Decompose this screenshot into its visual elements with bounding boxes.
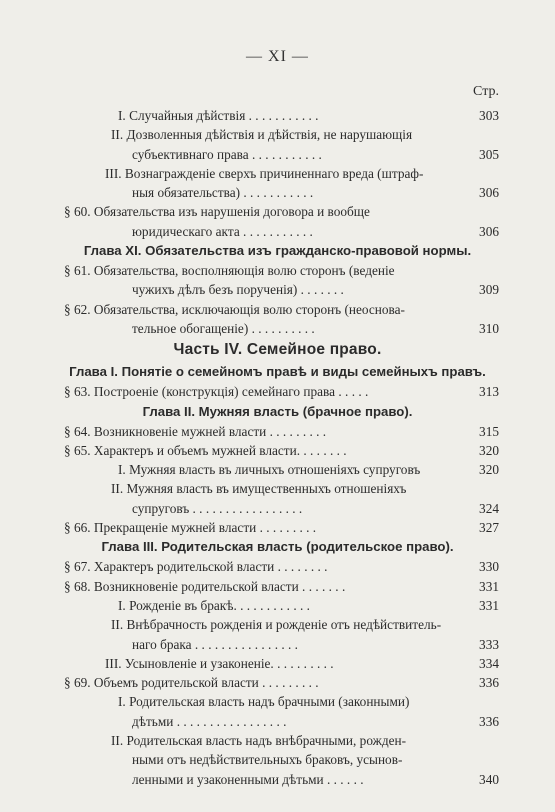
toc-entry (0, 557, 555, 576)
toc-page-number: 330 (479, 559, 499, 575)
chapter-heading: Глава I. Понятіе о семейномъ правѣ и виды семейныхъ правъ. (69, 364, 486, 380)
toc-entry-text: I. Мужняя власть въ личныхъ отношеніяхъ супруговъ (118, 462, 421, 478)
toc-entry-text: ныя обязательства) . . . . . . . . . . . (132, 185, 314, 201)
toc-entry-text: § 63. Построеніе (конструкція) семейнаго права . . . . . (64, 384, 369, 400)
toc-page-number: 331 (479, 597, 499, 613)
toc-entry-text: § 61. Обязательства, восполняющія волю сторонъ (веденіе (64, 263, 395, 279)
toc-page-number: 327 (479, 520, 499, 536)
toc-entry-text: юридическаго акта . . . . . . . . . . . (132, 223, 313, 239)
toc-entry (0, 202, 555, 221)
toc-entry-text: субъективнаго права . . . . . . . . . . . (132, 146, 322, 162)
toc-entry (0, 382, 555, 401)
toc-entry (0, 635, 555, 654)
toc-page-number: 340 (479, 771, 499, 787)
toc-entry (0, 106, 555, 125)
toc-entry-text: I. Рожденіе въ бракѣ. . . . . . . . . . . . (118, 597, 310, 613)
toc-entry (0, 479, 555, 498)
toc-page-number: 334 (479, 655, 499, 671)
toc-page-number: 309 (479, 282, 499, 298)
toc-entry (0, 692, 555, 711)
toc-entry-text: ленными и узаконенными дѣтьми . . . . . . (132, 771, 364, 787)
toc-entry (0, 770, 555, 789)
toc-entry-text: II. Внѣбрачность рожденія и рожденіе отъ недѣйствитель- (111, 617, 442, 633)
toc-entry-text: тельное обогащеніе) . . . . . . . . . . (132, 320, 315, 336)
toc-entry (0, 460, 555, 479)
toc-page-number: 320 (479, 442, 499, 458)
toc-entry-text: дѣтьми . . . . . . . . . . . . . . . . . (132, 713, 287, 729)
toc-entry (0, 712, 555, 731)
toc-entry-text: чужихъ дѣлъ безъ порученія) . . . . . . . (132, 282, 344, 298)
toc-entry (0, 222, 555, 241)
toc-entry (0, 300, 555, 319)
toc-entry-text: II. Родительская власть надъ внѣбрачными, рожден- (111, 733, 407, 749)
toc-entry (0, 125, 555, 144)
page-column-label: Стр. (473, 84, 499, 99)
chapter-heading: Глава II. Мужняя власть (брачное право). (142, 403, 413, 419)
toc-entry-text: § 64. Возникновеніе мужней власти . . . . . . . . . (64, 423, 327, 439)
toc-entry-text: § 67. Характеръ родительской власти . . . . . . . . (64, 559, 328, 575)
toc-page-number: 315 (479, 423, 499, 439)
toc-entry-text: III. Вознагражденіе сверхъ причиненнаго вреда (штраф- (105, 165, 424, 181)
toc-entry-text: § 65. Характеръ и объемъ мужней власти. . . . . . . . (64, 442, 347, 458)
toc-entry (0, 261, 555, 280)
chapter-heading: Глава III. Родительская власть (родительское право). (101, 539, 454, 555)
toc-entry-text: наго брака . . . . . . . . . . . . . . . . (132, 636, 298, 652)
toc-page-number: 331 (479, 578, 499, 594)
chapter-heading: Глава XI. Обязательства изъ гражданско-правовой нормы. (83, 243, 472, 259)
toc-entry-text: § 68. Возникновеніе родительской власти . . . . . . . (64, 578, 346, 594)
toc-entry-text: супруговъ . . . . . . . . . . . . . . . . . (132, 500, 303, 516)
toc-entry (0, 596, 555, 615)
toc-entry-text: § 60. Обязательства изъ нарушенія договора и вообще (64, 204, 370, 220)
toc-entry-text: I. Родительская власть надъ брачными (законными) (118, 694, 410, 710)
toc-page-number: 324 (479, 500, 499, 516)
toc-entry (0, 441, 555, 460)
toc-entry (0, 183, 555, 202)
toc-entry (0, 731, 555, 750)
toc-entry-text: § 62. Обязательства, исключающія волю сторонъ (неоснова- (64, 301, 405, 317)
toc-entry-text: § 66. Прекращеніе мужней власти . . . . . . . . . (64, 520, 317, 536)
toc-entry (0, 673, 555, 692)
part-heading: Часть IV. Семейное право. (173, 341, 382, 359)
toc-entry-text: II. Дозволенныя дѣйствія и дѣйствія, не нарушающія (111, 127, 413, 143)
toc-entry-text: III. Усыновленіе и узаконеніе. . . . . . . . . . (105, 655, 334, 671)
toc-entry (0, 422, 555, 441)
table-of-contents (0, 106, 555, 789)
toc-page-number: 336 (479, 675, 499, 691)
toc-page-number: 306 (479, 223, 499, 239)
toc-entry (0, 164, 555, 183)
toc-page-number: 306 (479, 185, 499, 201)
toc-entry (0, 577, 555, 596)
toc-page-number: 310 (479, 320, 499, 336)
toc-entry-text: § 69. Объемъ родительской власти . . . . . . . . . (64, 675, 319, 691)
page-number-header: — XI — (246, 48, 309, 65)
toc-page-number: 305 (479, 146, 499, 162)
toc-entry (0, 750, 555, 769)
toc-entry-text: ными отъ недѣйствительныхъ браковъ, усынов- (132, 752, 403, 768)
toc-page-number: 320 (479, 462, 499, 478)
toc-entry (0, 319, 555, 338)
toc-entry (0, 615, 555, 634)
toc-entry (0, 518, 555, 537)
toc-page-number: 303 (479, 108, 499, 123)
toc-entry (0, 145, 555, 164)
toc-page-number: 333 (479, 636, 499, 652)
toc-entry (0, 654, 555, 673)
toc-entry-text: II. Мужняя власть въ имущественныхъ отношеніяхъ (111, 481, 407, 497)
toc-page-number: 336 (479, 713, 499, 729)
toc-entry-text: I. Случайныя дѣйствія . . . . . . . . . . . (118, 108, 319, 123)
toc-entry (0, 280, 555, 299)
toc-page-number: 313 (479, 384, 499, 400)
toc-entry (0, 499, 555, 518)
